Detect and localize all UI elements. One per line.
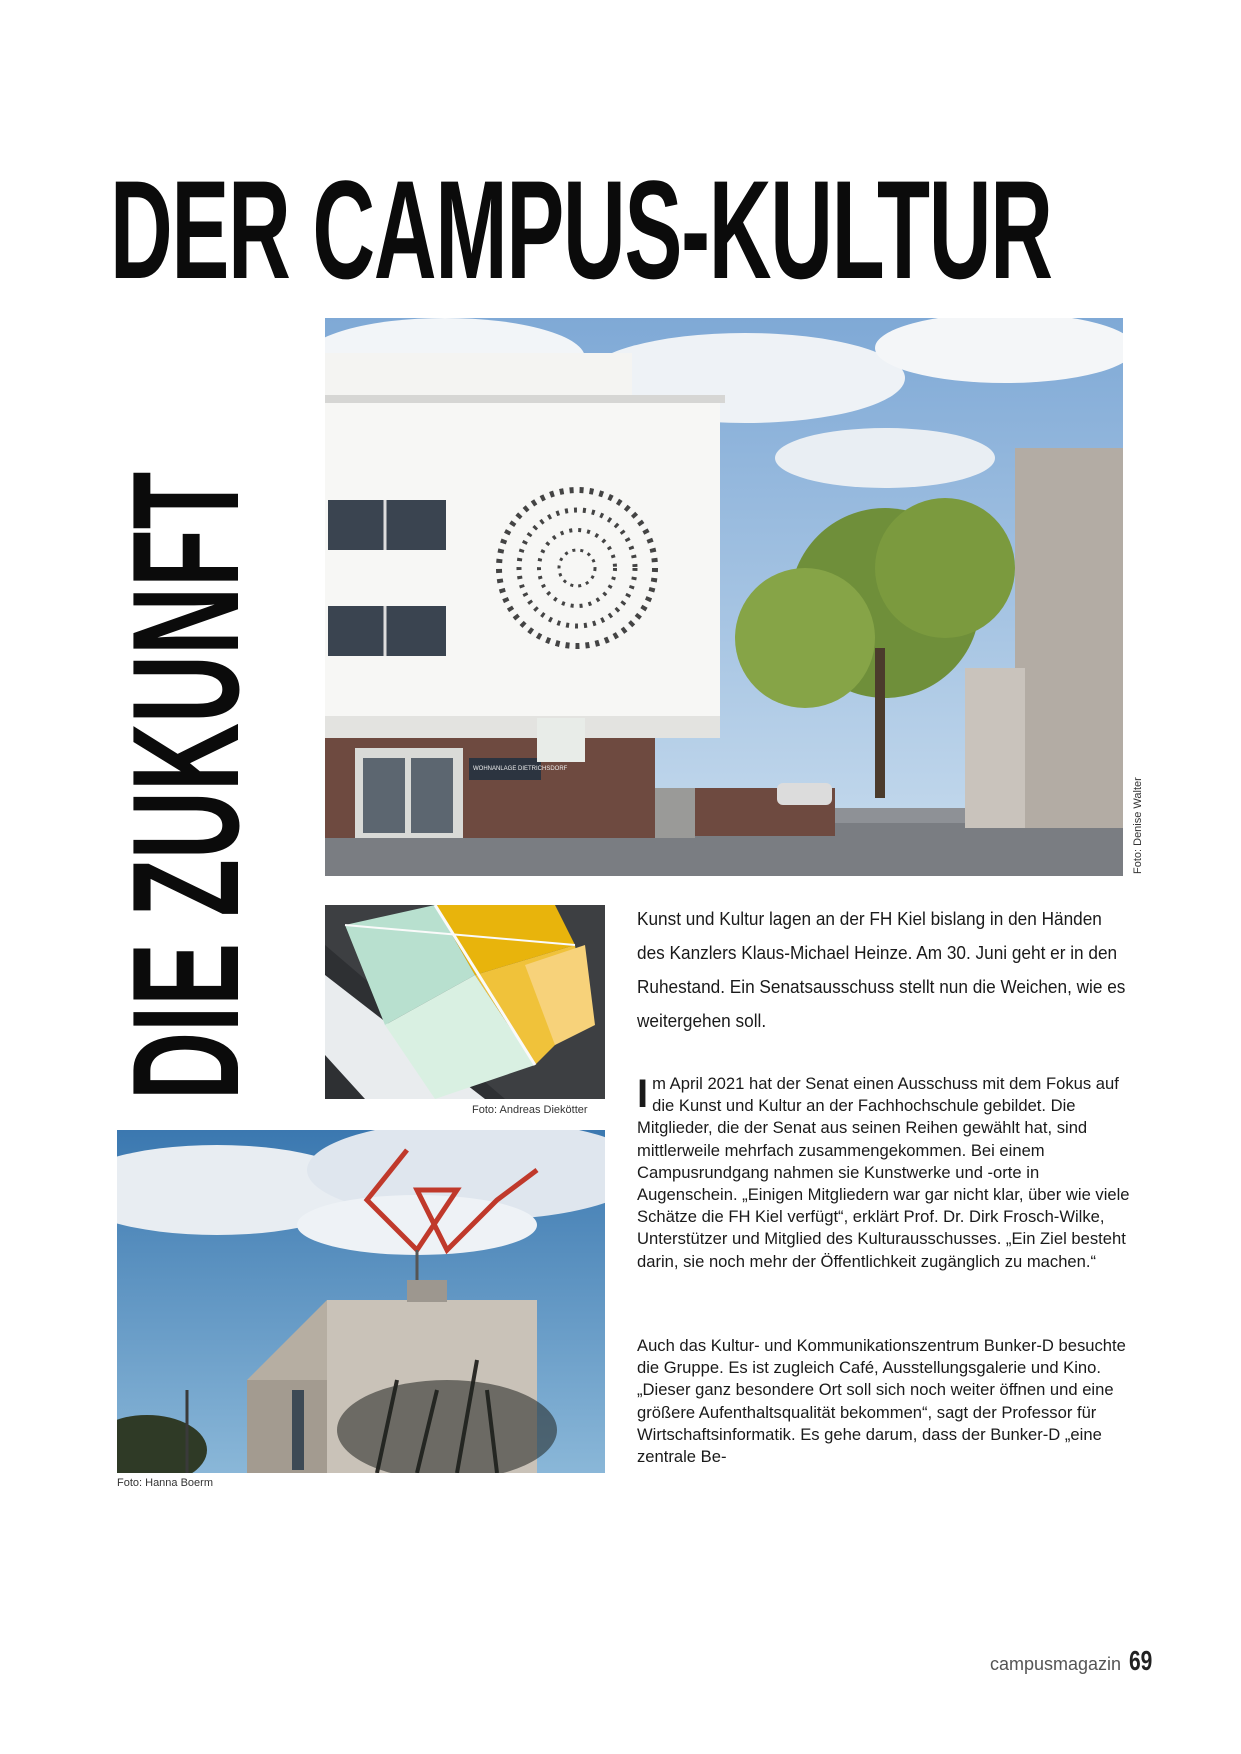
bunker-photo xyxy=(117,1130,605,1473)
headline-line-2 xyxy=(101,87,271,1100)
credit-bunker-photo: Foto: Hanna Boerm xyxy=(117,1477,213,1489)
building-sign-text: WOHNANLAGE DIETRICHSDORF xyxy=(473,766,568,772)
page-number: 69 xyxy=(1129,1645,1153,1676)
article-paragraph-2: Auch das Kultur- und Kommunikationszentrum Bunker-D besuchte die Gruppe. Es ist zugleich Café, Ausstellungsgalerie und Kino. „Dieser ganz besondere Ort soll sich noch weiter öffnen und eine größere Aufenthaltsqualität bekommen“, sagt der Professor für Wirtschaftsinformatik. Es gehe darum, dass der Bunker-D „eine zentrale Be- xyxy=(637,1336,1126,1467)
magazine-name: campusmagazin xyxy=(990,1654,1122,1674)
headline-line-1: DER CAMPUS-KULTUR xyxy=(110,151,1052,308)
headline-line-2-text: DIE ZUKUNFT xyxy=(101,471,271,1100)
main-building-photo xyxy=(325,318,1123,876)
article-lead: Kunst und Kultur lagen an der FH Kiel bislang in den Händen des Kanzlers Klaus-Michael Heinze. Am 30. Juni geht er in den Ruhestand. Ein Senatsausschuss stellt nun die Weichen, wie es weitergehen soll. xyxy=(637,908,1126,1031)
credit-main-photo: Foto: Denise Walter xyxy=(1132,777,1144,874)
article-paragraph-1 xyxy=(637,1073,1137,1273)
glass-detail-photo xyxy=(325,905,605,1099)
credit-detail-photo: Foto: Andreas Diekötter xyxy=(472,1104,588,1116)
drop-cap: I xyxy=(637,1072,649,1116)
page-footer xyxy=(990,1645,1160,1685)
paragraph-1-text: m April 2021 hat der Senat einen Ausschuss mit dem Fokus auf die Kunst und Kultur an der Fachhochschule gebildet. Die Mitglieder, die der Senat aus seinen Reihen gewählt hat, sind mittlerweile mehrfach zusammengekommen. Bei einem Campusrundgang nahmen sie Kunstwerke und -orte in Augenschein. „Einigen Mitgliedern war gar nicht klar, über wie viele Schätze die FH Kiel verfügt“, erklärt Prof. Dr. Dirk Frosch-Wilke, Unterstützer und Mitglied des Kulturausschusses. „Ein Ziel besteht darin, sie noch mehr der Öffentlichkeit zugänglich zu machen.“ xyxy=(637,1074,1130,1271)
